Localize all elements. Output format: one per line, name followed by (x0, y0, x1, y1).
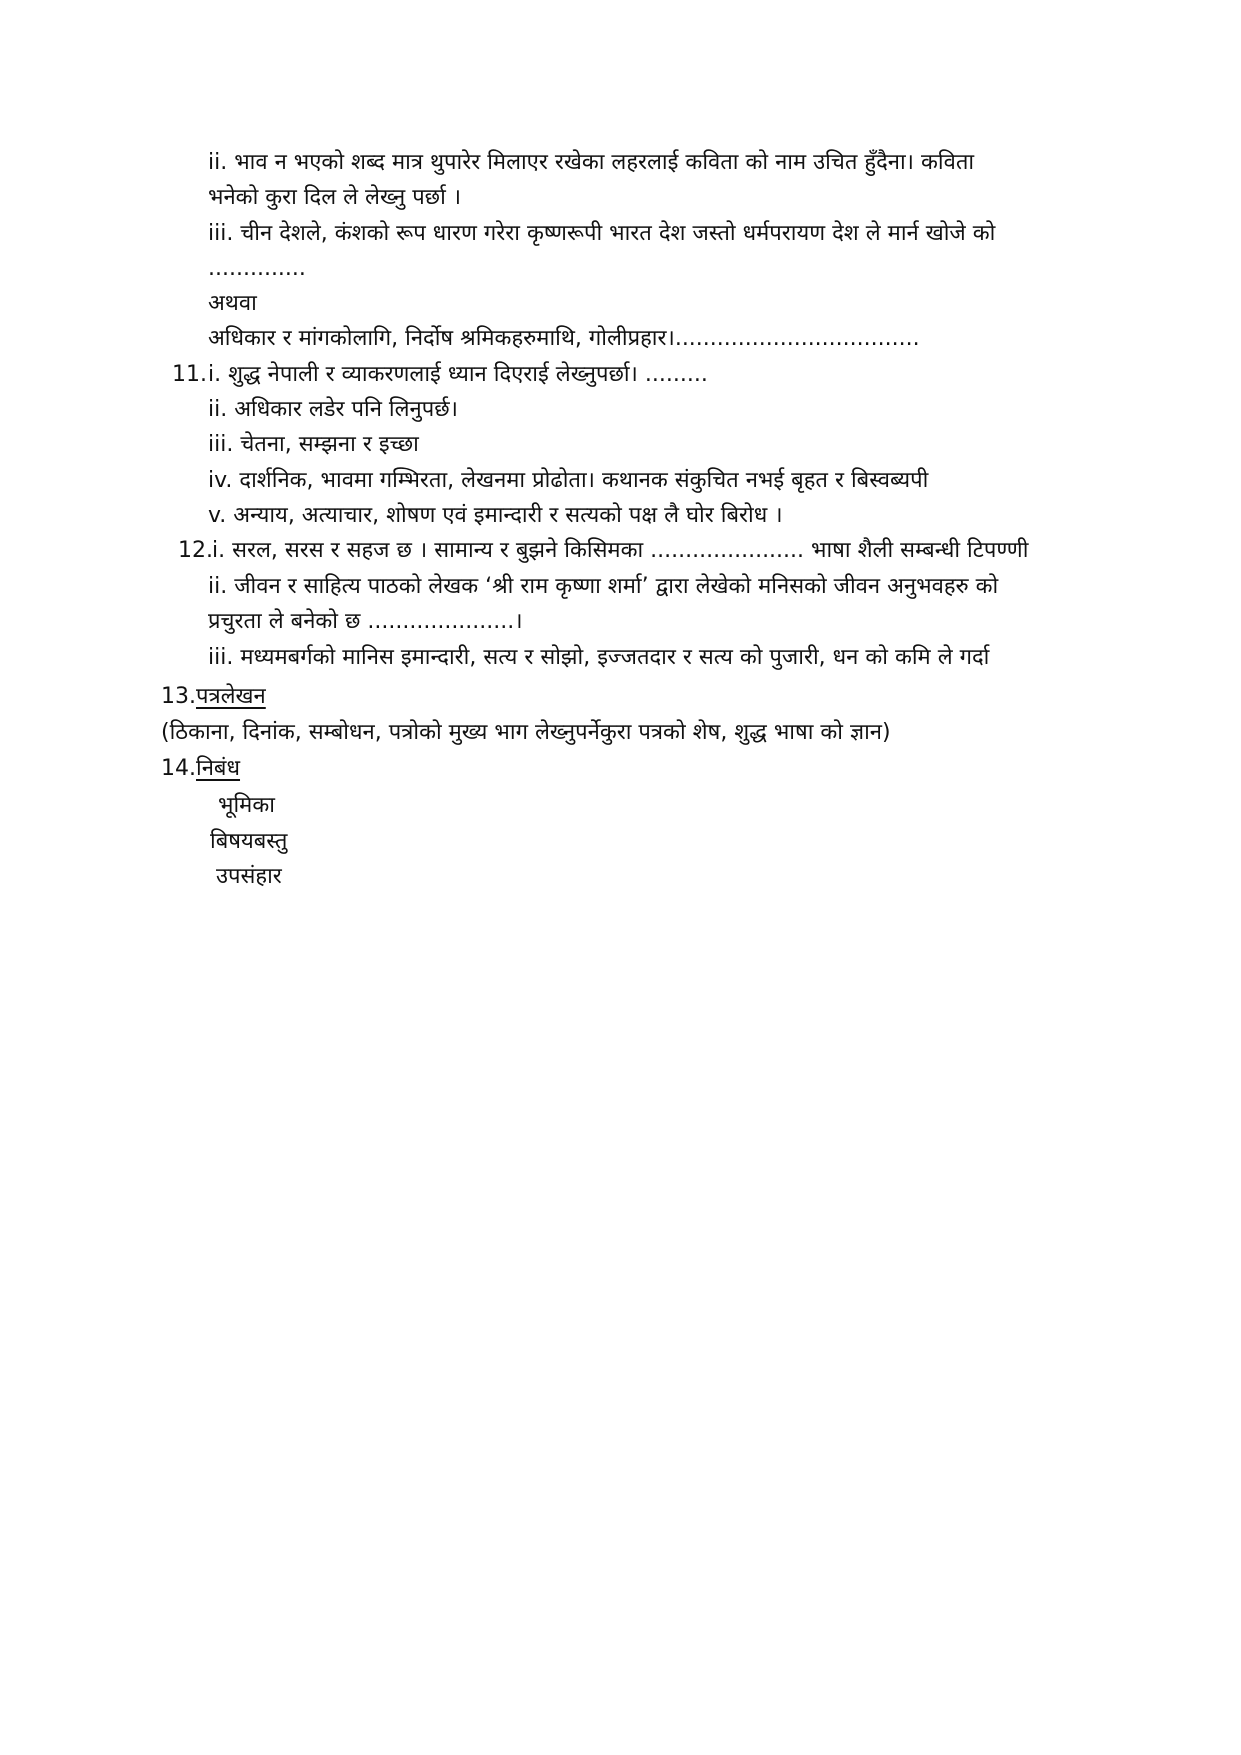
answer-12-i: i. सरल, सरस र सहज छ । सामान्य र बुझने किसिमका ...................... भाषा शैली सम्बन्धी टिपण्णी (212, 538, 1029, 563)
answer-10-iii-line2: .............. (208, 256, 306, 281)
answer-11-iv: iv. दार्शनिक, भावमा गम्भिरता, लेखनमा प्रोढोता। कथानक संकुचित नभई बृहत र बिस्वब्यपी (208, 468, 929, 493)
answer-12-ii-line2: प्रचुरता ले बनेको छ .....................। (208, 609, 523, 634)
essay-part-intro: भूमिका (218, 793, 275, 818)
answer-11-v: v. अन्याय, अत्याचार, शोषण एवं इमान्दारी र सत्यको पक्ष लै घोर बिरोध । (208, 503, 783, 528)
answer-11-number: 11. (172, 362, 207, 387)
section-13-note: (ठिकाना, दिनांक, सम्बोधन, पत्रोको मुख्य भाग लेख्नुपर्नेकुरा पत्रको शेष, शुद्ध भाषा को ज्ञान) (161, 720, 891, 745)
section-14-number: 14. (161, 756, 196, 781)
section-14-title: निबंध (196, 756, 241, 781)
answer-10-ii-line2: भनेको कुरा दिल ले लेख्नु पर्छा । (208, 185, 462, 210)
answer-10-ii-line1: ii. भाव न भएको शब्द मात्र थुपारेर मिलाएर रखेका लहरलाई कविता को नाम उचित हुँदैना। कविता (208, 150, 975, 175)
answer-10-iii-line1: iii. चीन देशले, कंशको रूप धारण गरेरा कृष्णरूपी भारत देश जस्तो धर्मपरायण देश ले मार्न खोजे को (208, 221, 996, 246)
answer-12-ii-line1: ii. जीवन र साहित्य पाठको लेखक ‘श्री राम कृष्णा शर्मा’ द्वारा लेखेको मनिसको जीवन अनुभवहरु को (208, 574, 999, 599)
athawa-label: अथवा (208, 291, 257, 316)
essay-part-conclusion: उपसंहार (216, 864, 282, 889)
answer-11-ii: ii. अधिकार लडेर पनि लिनुपर्छ। (208, 397, 458, 422)
answer-12-iii: iii. मध्यमबर्गको मानिस इमान्दारी, सत्य र सोझो, इज्जतदार र सत्य को पुजारी, धन को कमि ले गर्दा (208, 645, 990, 670)
answer-11-iii: iii. चेतना, सम्झना र इच्छा (208, 432, 419, 457)
essay-part-body: बिषयबस्तु (210, 829, 288, 854)
section-13-number: 13. (161, 684, 196, 709)
section-13-title: पत्रलेखन (196, 684, 266, 709)
answer-10-alt: अधिकार र मांगकोलागि, निर्दोष श्रमिकहरुमाथि, गोलीप्रहार।................................... (208, 326, 920, 351)
answer-12-number: 12. (178, 538, 213, 563)
answer-11-i: i. शुद्ध नेपाली र व्याकरणलाई ध्यान दिएराई लेख्नुपर्छा। ......... (208, 362, 708, 387)
